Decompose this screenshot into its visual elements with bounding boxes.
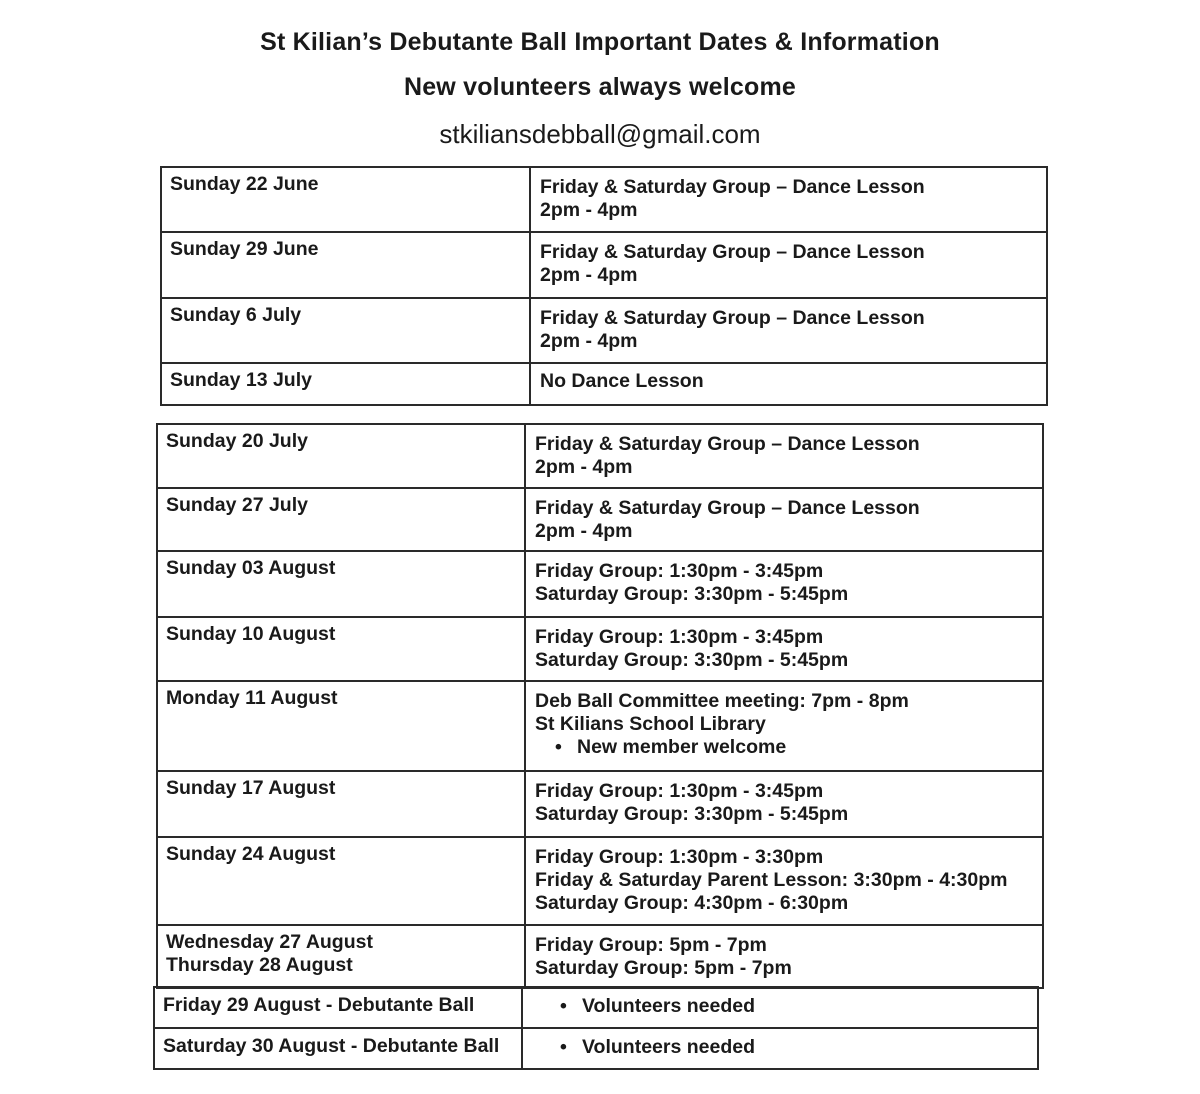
details-line: Friday & Saturday Parent Lesson: 3:30pm - 4:30pm bbox=[535, 869, 1008, 891]
schedule-row bbox=[157, 681, 1043, 771]
details-line: Deb Ball Committee meeting: 7pm - 8pm bbox=[535, 690, 909, 712]
bullet-item: • New member welcome bbox=[535, 736, 1034, 759]
row-details bbox=[522, 1028, 1038, 1069]
details-line: Friday Group: 1:30pm - 3:45pm bbox=[535, 780, 824, 802]
row-details bbox=[525, 551, 1043, 617]
row-date: Saturday 30 August - Debutante Ball bbox=[154, 1028, 522, 1069]
schedule-table-june-july bbox=[160, 166, 1048, 406]
details-line: Saturday Group: 3:30pm - 5:45pm bbox=[535, 583, 849, 605]
details-line: Friday Group: 1:30pm - 3:45pm bbox=[535, 626, 824, 648]
schedule-row bbox=[161, 232, 1047, 298]
row-date: Sunday 17 August bbox=[157, 771, 525, 837]
details-line: Friday Group: 1:30pm - 3:45pm bbox=[535, 560, 824, 582]
details-line: 2pm - 4pm bbox=[540, 264, 638, 286]
row-date: Sunday 13 July bbox=[161, 363, 530, 405]
row-details bbox=[530, 298, 1047, 363]
schedule-row bbox=[157, 488, 1043, 551]
row-date: Sunday 29 June bbox=[161, 232, 530, 298]
date-line: Thursday 28 August bbox=[166, 954, 353, 976]
row-date: Friday 29 August - Debutante Ball bbox=[154, 987, 522, 1028]
date-line: Wednesday 27 August bbox=[166, 931, 373, 953]
row-details bbox=[525, 771, 1043, 837]
schedule-row bbox=[161, 167, 1047, 232]
volunteers-subtitle: New volunteers always welcome bbox=[403, 73, 797, 101]
schedule-row bbox=[157, 837, 1043, 925]
details-line: 2pm - 4pm bbox=[540, 199, 638, 221]
row-details bbox=[525, 488, 1043, 551]
details-line: St Kilians School Library bbox=[535, 713, 766, 735]
schedule-row bbox=[161, 298, 1047, 363]
details-line: Friday & Saturday Group – Dance Lesson bbox=[535, 433, 920, 455]
row-date: Sunday 10 August bbox=[157, 617, 525, 681]
row-date: Sunday 20 July bbox=[157, 424, 525, 488]
details-line: Friday & Saturday Group – Dance Lesson bbox=[540, 241, 925, 263]
schedule-row bbox=[157, 771, 1043, 837]
details-line: 2pm - 4pm bbox=[540, 330, 638, 352]
schedule-row bbox=[157, 617, 1043, 681]
row-details bbox=[530, 167, 1047, 232]
row-date: Sunday 27 July bbox=[157, 488, 525, 551]
details-line: Friday & Saturday Group – Dance Lesson bbox=[535, 497, 920, 519]
row-date bbox=[157, 925, 525, 988]
details-line: Friday & Saturday Group – Dance Lesson bbox=[540, 176, 925, 198]
schedule-row bbox=[161, 363, 1047, 405]
details-line: Saturday Group: 4:30pm - 6:30pm bbox=[535, 892, 849, 914]
row-details bbox=[525, 925, 1043, 988]
schedule-row bbox=[154, 987, 1038, 1028]
schedule-table-july-august bbox=[156, 423, 1044, 989]
schedule-row bbox=[157, 551, 1043, 617]
row-date: Sunday 6 July bbox=[161, 298, 530, 363]
row-date: Sunday 24 August bbox=[157, 837, 525, 925]
schedule-row bbox=[157, 424, 1043, 488]
details-line: No Dance Lesson bbox=[540, 370, 704, 392]
details-line: Saturday Group: 5pm - 7pm bbox=[535, 957, 792, 979]
row-date: Sunday 22 June bbox=[161, 167, 530, 232]
details-line: Saturday Group: 3:30pm - 5:45pm bbox=[535, 803, 849, 825]
details-line: 2pm - 4pm bbox=[535, 456, 633, 478]
schedule-table-ball-nights bbox=[153, 986, 1039, 1070]
row-details bbox=[525, 681, 1043, 771]
details-line: Friday Group: 5pm - 7pm bbox=[535, 934, 767, 956]
details-line: Friday & Saturday Group – Dance Lesson bbox=[540, 307, 925, 329]
document-title: St Kilian’s Debutante Ball Important Dates & Information bbox=[260, 28, 940, 56]
schedule-row bbox=[154, 1028, 1038, 1069]
row-details bbox=[525, 424, 1043, 488]
row-date: Sunday 03 August bbox=[157, 551, 525, 617]
row-details bbox=[525, 837, 1043, 925]
row-details bbox=[530, 232, 1047, 298]
row-details bbox=[530, 363, 1047, 405]
contact-email: stkiliansdebball@gmail.com bbox=[439, 119, 761, 149]
details-line: Saturday Group: 3:30pm - 5:45pm bbox=[535, 649, 849, 671]
bullet-item: • Volunteers needed bbox=[532, 1036, 1029, 1059]
row-date: Monday 11 August bbox=[157, 681, 525, 771]
details-line: 2pm - 4pm bbox=[535, 520, 633, 542]
schedule-row bbox=[157, 925, 1043, 988]
row-details bbox=[522, 987, 1038, 1028]
bullet-item: • Volunteers needed bbox=[532, 995, 1029, 1018]
row-details bbox=[525, 617, 1043, 681]
details-line: Friday Group: 1:30pm - 3:30pm bbox=[535, 846, 824, 868]
